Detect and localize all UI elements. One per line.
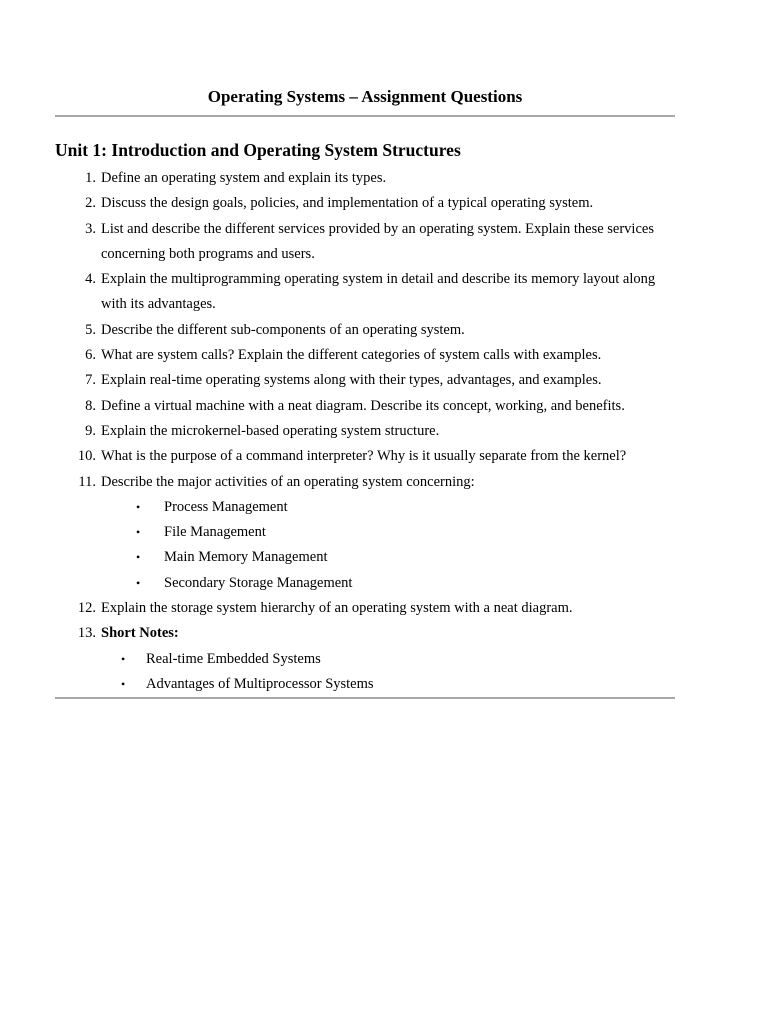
question-number: 9. [85,422,96,439]
question-text: What are system calls? Explain the different categories of system calls with examples. [101,347,602,364]
sub-list-item [101,571,675,596]
question-number: 2. [85,195,96,212]
question-number: 1. [85,170,96,186]
question-number: 6. [85,347,96,364]
question-item [55,267,675,318]
question-text: Discuss the design goals, policies, and implementation of a typical operating system. [101,195,594,212]
question-number: 11. [78,473,96,490]
bullet-icon: • [121,651,126,666]
question-item [55,217,675,268]
bullet-icon: • [136,525,141,540]
sub-item-text: Process Management [164,498,288,515]
question-list [55,166,675,697]
question-number: 3. [85,220,96,237]
sub-list-item [101,647,675,672]
question-item [55,621,675,697]
question-item [55,444,675,469]
sub-list-item [101,672,675,697]
question-text: Describe the major activities of an operating system concerning: [101,473,475,490]
bullet-icon: • [136,575,141,590]
question-number: 13. [77,625,96,642]
question-text: Explain the microkernel-based operating system structure. [101,422,440,439]
question-item [55,470,675,596]
sub-list-item [101,520,675,545]
sub-list-item [101,545,675,570]
top-divider [55,115,675,117]
sub-item-text: File Management [164,524,266,541]
question-item [55,419,675,444]
bullet-icon: • [136,499,141,514]
question-text: What is the purpose of a command interpreter? Why is it usually separate from the kernel? [101,448,627,465]
short-notes-label: Short Notes: [101,625,179,642]
question-number: 10. [77,448,96,465]
question-item [55,596,675,621]
document-title: Operating Systems – Assignment Questions [207,87,523,106]
question-item [55,343,675,368]
question-text: Explain the multiprogramming operating system in detail and describe its memory layout along with its advantages. [101,271,656,313]
bullet-icon: • [136,550,141,565]
bullet-icon: • [121,676,126,691]
question-text: Explain the storage system hierarchy of an operating system with a neat diagram. [101,600,573,617]
sub-list-item [101,495,675,520]
question-item [55,191,675,216]
question-number: 7. [85,372,96,389]
sub-item-text: Main Memory Management [164,549,328,566]
activity-sublist [101,495,675,596]
short-notes-sublist [101,647,675,698]
question-text: Define a virtual machine with a neat diagram. Describe its concept, working, and benefits. [101,397,625,414]
question-number: 5. [85,321,96,338]
question-number: 12. [77,600,96,617]
bottom-divider [55,697,675,699]
question-item [55,318,675,343]
question-number: 4. [85,271,96,288]
question-text: List and describe the different services provided by an operating system. Explain these services concerning both programs and users. [101,220,654,262]
sub-item-text: Advantages of Multiprocessor Systems [146,675,374,692]
question-text: Describe the different sub-components of an operating system. [101,321,465,338]
sub-item-text: Secondary Storage Management [164,574,353,591]
sub-item-text: Real-time Embedded Systems [146,650,321,667]
question-text: Define an operating system and explain its types. [101,170,387,186]
question-item [55,166,675,191]
question-item [55,368,675,393]
question-text: Explain real-time operating systems along with their types, advantages, and examples. [101,372,602,389]
unit-heading: Unit 1: Introduction and Operating System Structures [55,140,461,160]
question-item [55,394,675,419]
question-number: 8. [85,397,96,414]
